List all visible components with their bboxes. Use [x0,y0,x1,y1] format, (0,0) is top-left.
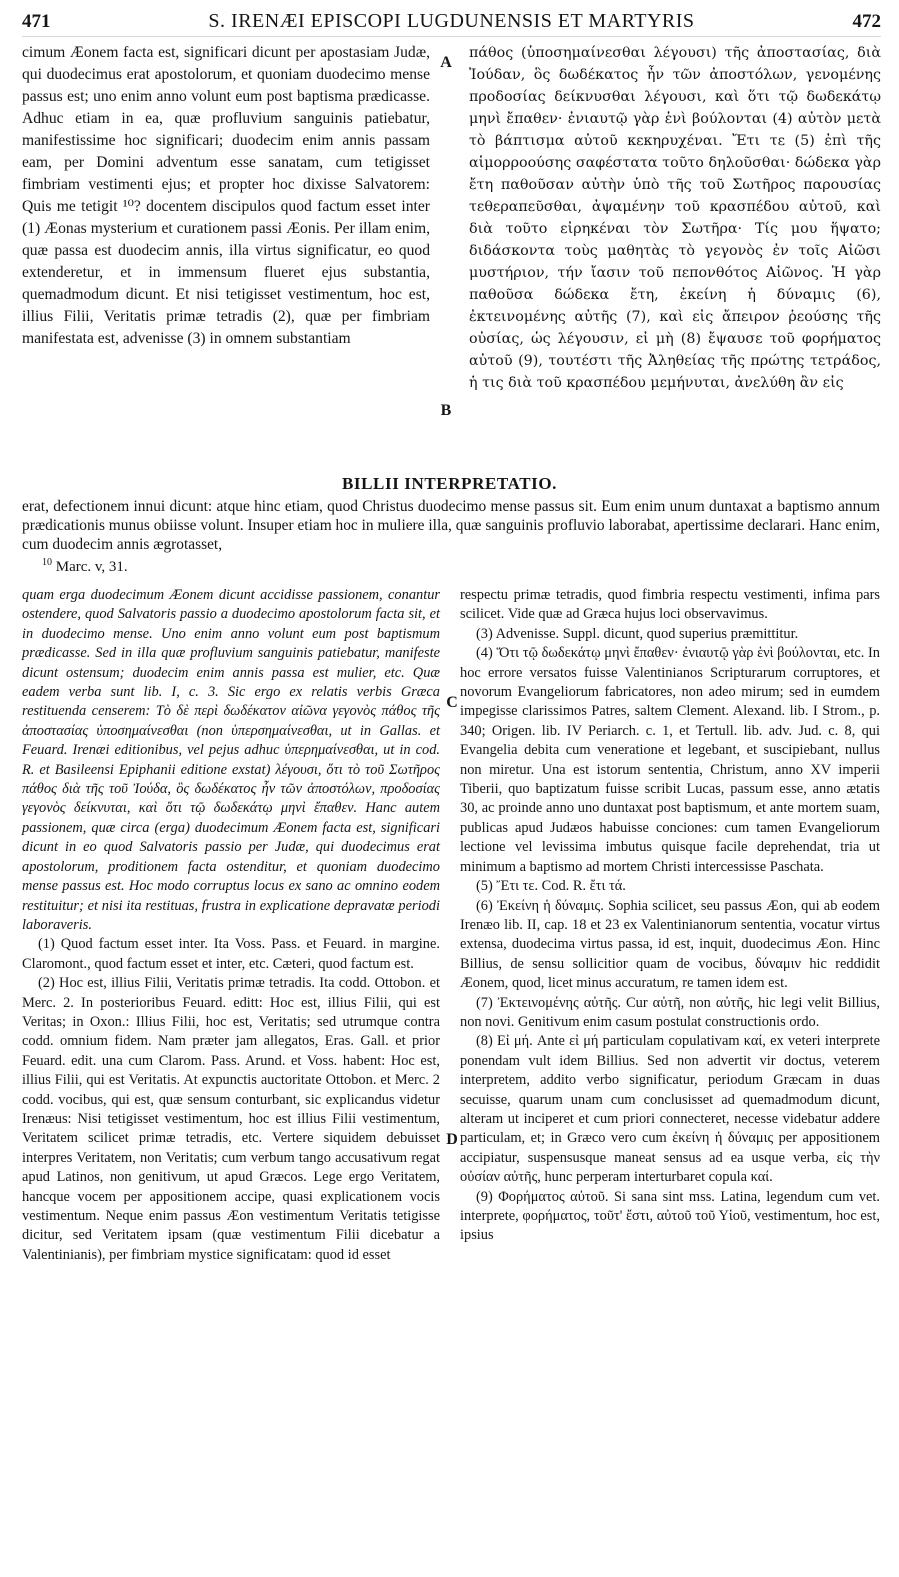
latin-column [22,42,430,350]
interpretatio-title: BILLII INTERPRETATIO. [341,474,558,493]
marker-a: A [440,54,452,71]
footnote-text: Marc. v, 31. [55,559,128,575]
note-paragraph: (1) Quod factum esset inter. Ita Voss. Pass. et Feuard. in margine. Claromont., quod factum esset et inter, etc. Cæteri, quod factum est. [22,936,440,972]
page-number-right: 472 [852,11,881,32]
footnote-number: 10 [42,557,52,568]
page-number-left: 471 [22,11,51,32]
marker-d: D [446,1131,458,1148]
greek-column [469,42,881,394]
footnote [42,557,128,576]
notes-right-column [460,586,880,1246]
running-title: S. IRENÆI EPISCOPI LUGDUNENSIS ET MARTYRIS [208,10,695,32]
note-paragraph: (6) Ἐκείνη ἡ δύναμις. Sophia scilicet, seu passus Æon, qui ab eodem Irenæo lib. II, cap. 18 et 23 ex Valentinianorum sententia, vocatur virtus extensa, duodecima virtus passa, id est, inquit, duodecimus Æon. Hinc Billius, de sensu sollicitior quam de vocibus, δύναμιν hic reddidit Æonem, quod, licet minus accuratum, re tamen idem est. [460,897,880,992]
note-paragraph: (2) Hoc est, illius Filii, Veritatis primæ tetradis. Ita codd. Ottobon. et Merc. 2. In posterioribus Feuard. editt: Hoc est, illius Filii, qui est Veritas; in Oxon.: Illius Filii, hoc est, Veritatis; sed utrumque contra codd. omnium fidem. Nam præter jam allegatos, Eras. Gall. et prior Feuard. edit. una cum Clarom. Pass. Arund. et Voss. habent: Hoc est, illius Filii, qui est Veritatis. At expunctis auctoritate Ottobon. et Merc. 2 codd. vocibus, qui est, quæ sensum conturbant, sic explicandus videtur Irenæus: Nisi tetigisset vestimentum, hoc est illius Filii vestimentum, Veritatem scilicet primæ tetradis, etc. Vertere siquidem debuisset interpres Veritatem, non Veritatis; cum verbum tango accusativum regat apud Latinos, non genitivum, ut apud Græcos. Lege ergo Veritatem, hancque vocem per appositionem accipe, quasi explicationem vocis vestimentum. Neque enim passus Æon vestimentum Veritatis tetigisse dicitur, sed Veritatem ipsam (quæ vestimentum Filii dicebatur a Valentinianis), per fimbriam mystice significatam: quod id esset [22,975,440,1263]
note-paragraph: (5) Ἔτι τε. Cod. R. ἔτι τά. [476,878,626,895]
marker-c: C [446,694,458,711]
page-header [22,10,881,37]
note-paragraph: (7) Ἐκτεινομένης αὐτῆς. Cur αὐτῆ, non αὐτῆς, hic legi velit Billius, non novi. Genitivum enim casum postulat constructionis ordo. [460,994,880,1030]
interpretatio-text: erat, defectionem innui dicunt: atque hinc etiam, quod Christus duodecimo mense passus sit. Eum enim unum duntaxat a baptismo annum prædicationis munus obiisse volunt. Insuper etiam hoc in muliere illa, quæ sanguinis profluvio laborabat, apertissime declarari. Hanc enim, cum duodecim annis ægrotasset, [22,498,880,553]
notes-section [22,586,880,1571]
note-paragraph: (8) Εἰ μή. Ante εἰ μή particulam copulativam καί, ex veteri interprete ponendam vult idem Billius. Sed non advertit vir doctus, veterem interpretem, addito verbo significatur, periodum Græcam in duas secuisse, quarum unam cum conclusisset ad quemadmodum dicunt, alteram ut inciperet et cum priori connecteret, necesse videbatur addere particulam, et; in Græco vero cum ἐκείνη ἡ δύναμις per appositionem accipiatur, suspensusque maneat sensus ad ea usque verba, εἰς τὴν οὐσίαν αὐτῆς, hunc perperam interturbaret copula καί. [460,1033,880,1186]
note-paragraph: quam erga duodecimum Æonem dicunt accidisse passionem, conantur ostendere, quod Salvatoris passio a duodecimo apostolorum facta sit, et in duodecimo mense. Uno enim anno volunt eum post baptismum prædicasse. Sed in illa quæ profluvium sanguinis patiebatur, manifeste dicunt ostensum; duodecim enim annis passa est mulier, etc. Quæ eadem verba sunt lib. I, c. 3. Sic ergo ex relatis verbis Græca restituenda censerem: Τὸ δὲ περὶ δωδέκατον αἰῶνα γεγονὸς πάθος τῆς ἀποστασίας ὑποσημαίνεσθαι (non ὑπερσημαίνεσθαι, ut in Gallas. et Feuard. Irenæi editionibus, vel pejus adhuc ὑπερημαίνεσθαι, ut in cod. R. et Basileensi Epiphanii editione exstat) λέγουσι, ὅτι τὸ τοῦ Σωτῆρος πάθος διὰ τῆς τοῦ Ἰούδα, ὃς δωδέκατος ἦν τῶν ἀποστόλων, προδοσίας γεγονὸς δείκνυται, καὶ ὅτι τῷ δωδεκάτῳ μηνὶ ἔπαθεν. Hanc autem passionem, quæ circa (erga) duodecimum Æonem facta est, significari dicunt in eo quod Salvatoris passio per Judæ, qui duodecimus erat apostolorum, proditionem facta ostenditur, et quoniam duodecimo mense passus est. Hoc modo corruptus locus ex sano ac omnino eodem restituitur; et nisi ita restituas, frustra in explicatione depravatæ periodi laboraveris. [22,587,440,933]
note-paragraph: respectu primæ tetradis, quod fimbria respectu vestimenti, infima pars scilicet. Vide quæ ad Græca hujus loci observavimus. [460,587,880,623]
greek-text: πάθος (ὑποσημαίνεσθαι λέγουσι) τῆς ἀποστασίας, διὰ Ἰούδαν, ὃς δωδέκατος ἦν τῶν ἀποστόλων, γενομένης προδοσίας δείκνυσθαι λέγουσι, καὶ ὅτι τῷ δωδεκάτῳ μηνὶ ἔπαθεν· ἐνιαυτῷ γὰρ ἑνὶ βούλονται (4) αὐτὸν μετὰ τὸ βάπτισμα αὐτοῦ κεκηρυχέναι. Ἔτι τε (5) ἐπὶ τῆς αἱμορροούσης σαφέστατα τοῦτο δηλοῦσθαι· δώδεκα γὰρ ἔτη παθοῦσαν αὐτὴν ὑπὸ τῆς τοῦ Σωτῆρος παρουσίας τεθεραπεῦσθαι, ἀψαμένην τοῦ κρασπέδου αὐτοῦ, καὶ διὰ τοῦτο εἰρηκέναι τὸν Σωτῆρα· Τίς μου ἥψατο; διδάσκοντα τοὺς μαθητὰς τὸ γεγονὸς ἐν τοῖς Αἰῶσι μυστήριον, τήν ἴασιν τοῦ πεπονθότος Αἰῶνος. Ἡ γὰρ παθοῦσα δώδεκα ἔτη, ἐκείνη ἡ δύναμις (6), ἐκτεινομένης αὐτῆς (7), καὶ εἰς ἄπειρον ῥεούσης τῆς οὐσίας, ὡς λέγουσιν, εἰ μὴ (8) ἔψαυσε τοῦ φορήματος αὐτοῦ (9), τουτέστι τῆς Ἀληθείας τῆς πρώτης τετράδος, ἡ τις διὰ τοῦ κρασπέδου μεμήνυται, ἀνελύθη ἂν εἰς [469,45,881,391]
note-paragraph: (9) Φορήματος αὐτοῦ. Si sana sint mss. Latina, legendum cum vet. interprete, φορήματος, τοῦτ' ἔστι, αὐτοῦ τοῦ Υἱοῦ, vestimentum, hoc est, ipsius [460,1188,880,1244]
main-text-section [22,42,880,472]
notes-left-column [22,586,440,1265]
latin-text: cimum Æonem facta est, significari dicunt per apostasiam Judæ, qui duodecimus erat apostolorum, et quoniam duodecimo mense passus est; uno enim anno volunt eum post baptisma prædicasse. Adhuc etiam in ea, quæ profluvium sanguinis patiebatur, manifestissime hoc significari; duodecim enim annis passam eam, per Domini adventum esse sanatam, cum tetigisset fimbriam vestimenti ejus; et propter hoc dixisse Salvatorem: Quis me tetigit ¹⁰? docentem discipulos quod factum esset inter (1) Æonas mysterium et curationem passi Æonis. Per illam enim, quæ passa est duodecim annis, illa virtus significatur, eo quod extenderetur, et in immensum flueret ejus substantia, quemadmodum dicunt. Et nisi tetigisset vestimentum, hoc est, illius Filii, Veritatis primæ tetradis (2), quæ per fimbriam manifestata est, advenisse (3) in omnem substantiam [22,44,430,347]
note-paragraph: (3) Advenisse. Suppl. dicunt, quod superius præmittitur. [476,625,799,642]
marker-b: B [440,402,452,419]
note-paragraph: (4) Ὅτι τῷ δωδεκάτῳ μηνὶ ἔπαθεν· ἐνιαυτῷ γὰρ ἑνὶ βούλονται, etc. In hoc errore versatos fuisse Valentinianos Scripturarum corruptores, et novorum Evangeliorum fabricatores, non adeo mirum; sed in eumdem impegisse clarissimos Patres, saltem Clement. Alexand. lib. I Strom., p. 340; Origen. lib. IV Periarch. c. 1, et Tertull. lib. adv. Jud. c. 8, qui Evangelia debita cum veneratione et legebant, et suscipiebant, nullus non miretur. Una est istorum sententia, Christum, anno XV imperii Tiberii, quo baptizatum fuisse scribit Lucas, passum esse, anno ætatis 30, ac proinde anno uno duntaxat post baptismum, et ante mortem suam, publicas apud Judæos habuisse conciones: cum tamen Evangeliorum lectione vel levissima imbutus quisque facile deprehendat, tria ut minimum a baptismo ad mortem Christi intercessisse Paschata. [460,645,880,875]
